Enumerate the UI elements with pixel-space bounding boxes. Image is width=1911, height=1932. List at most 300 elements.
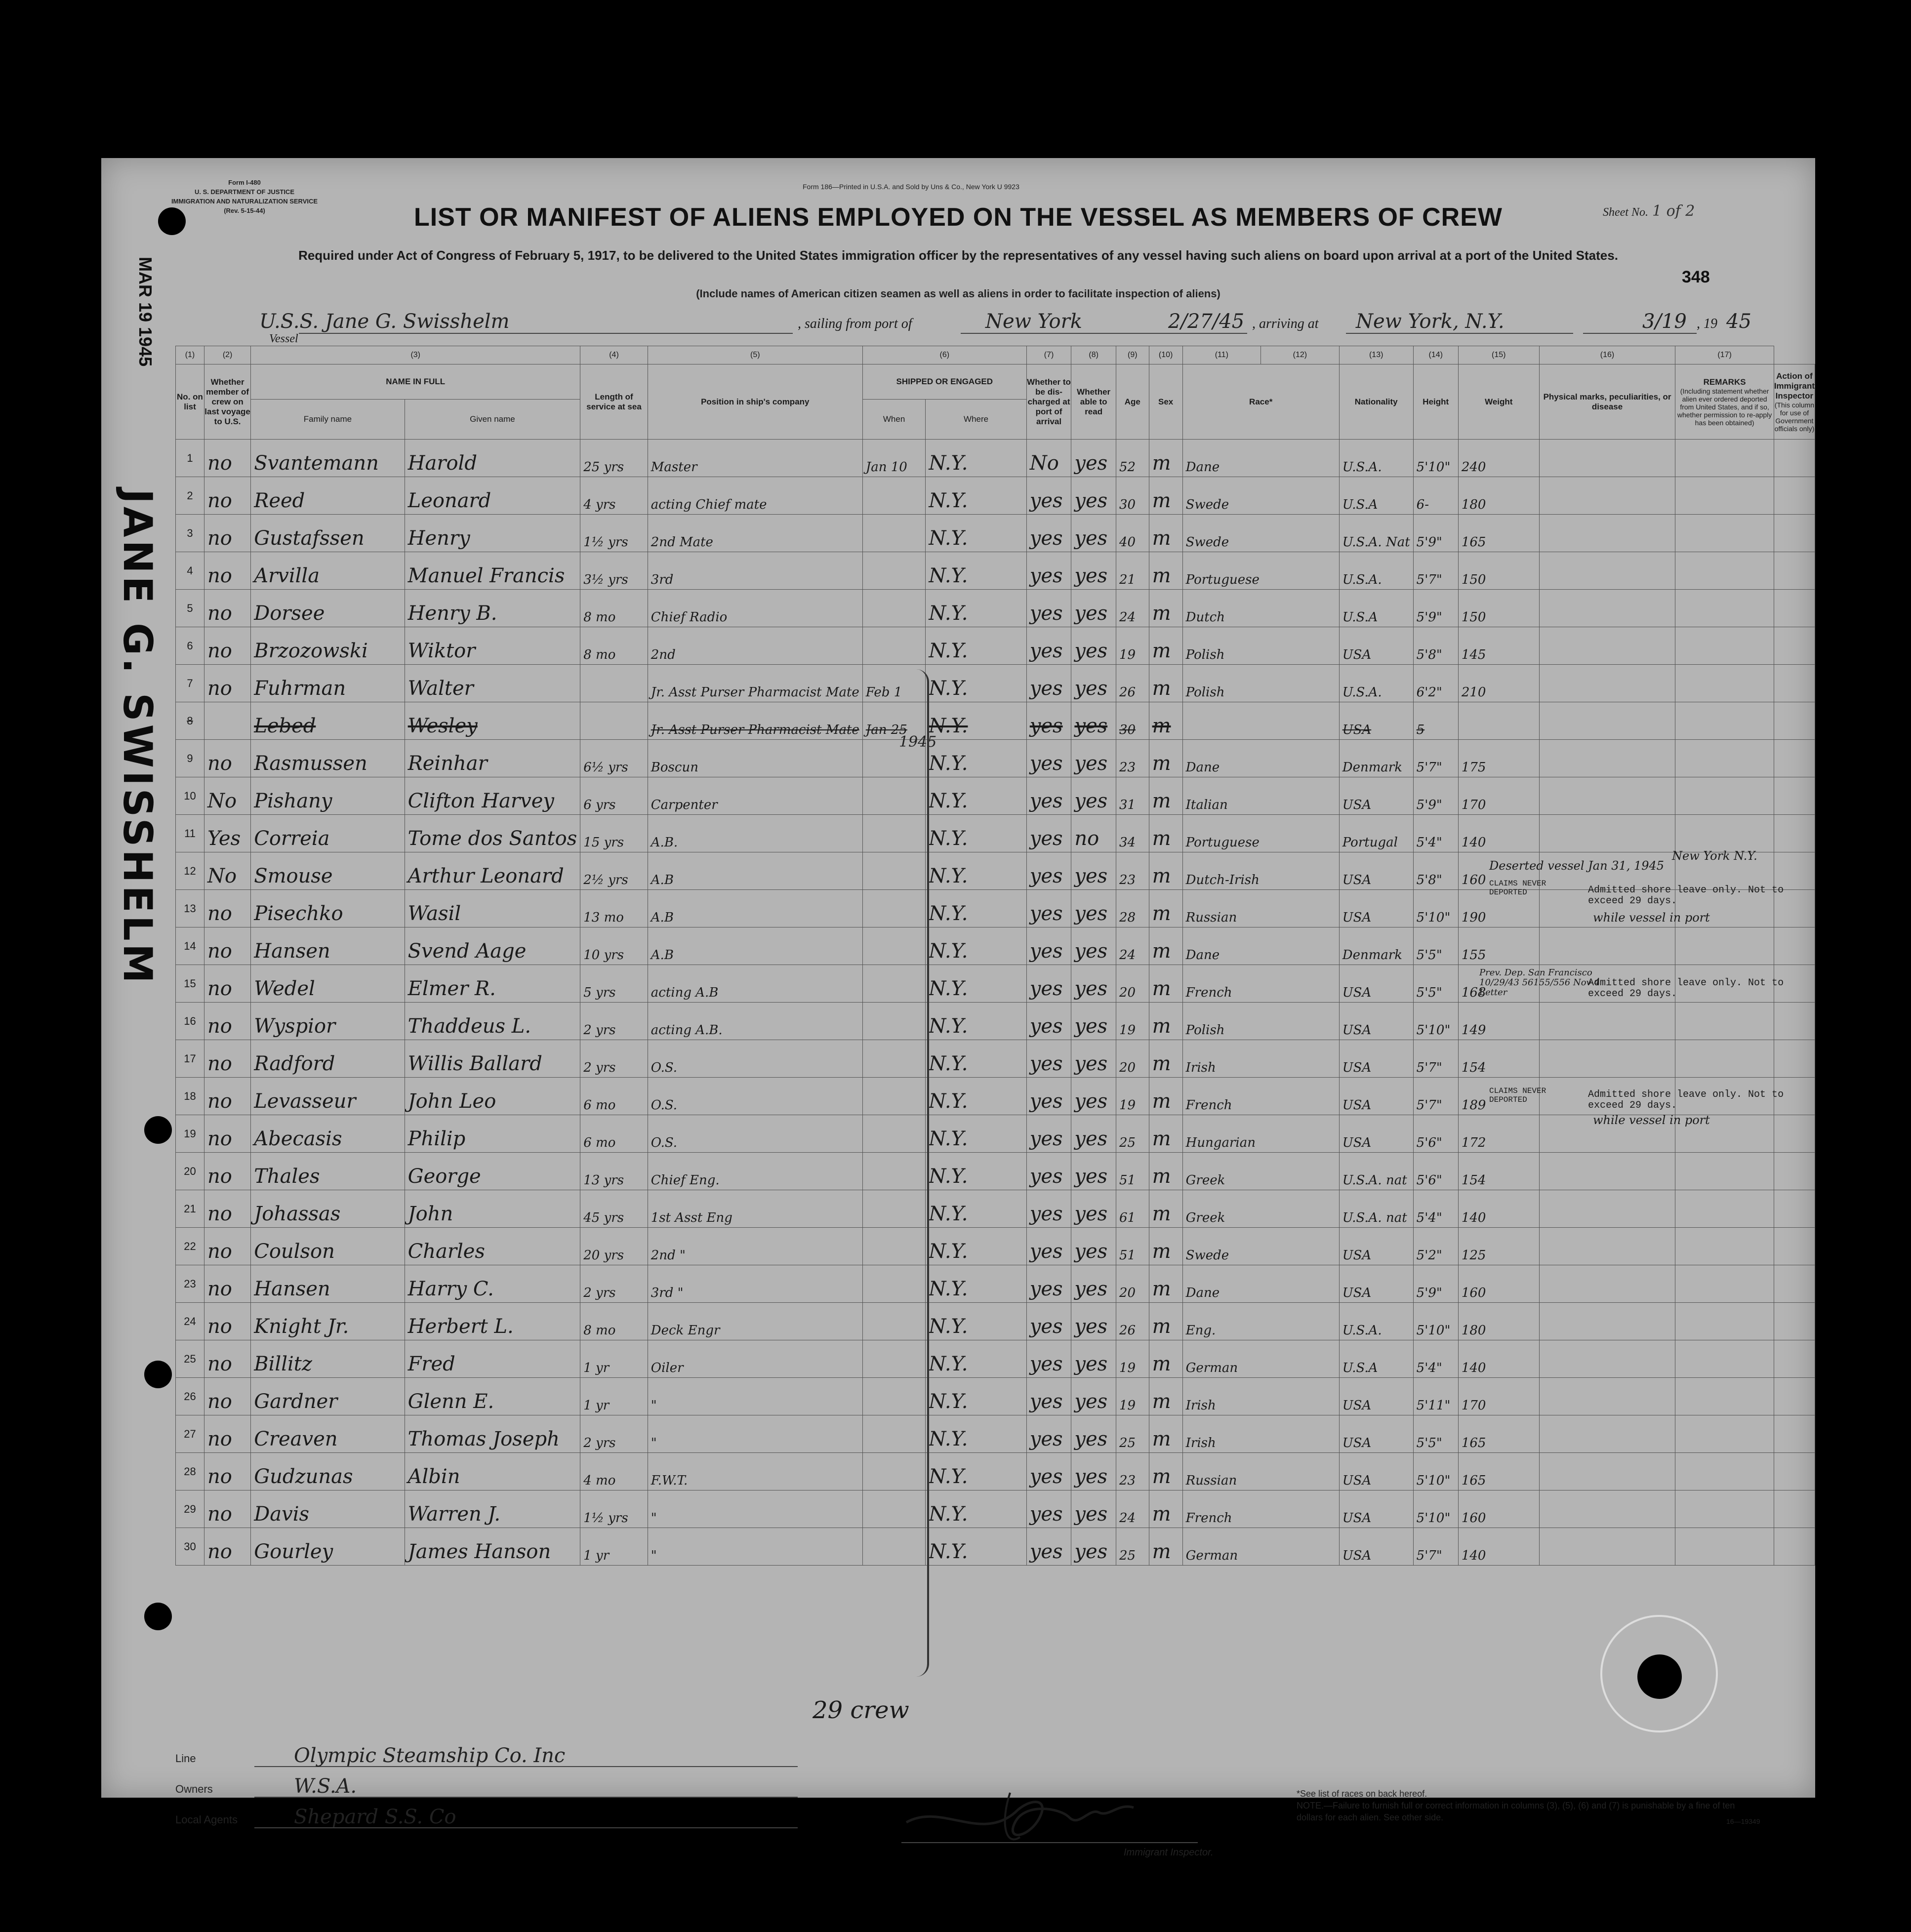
cell-read: yes (1071, 852, 1116, 890)
cell-given: Wasil (405, 890, 580, 927)
remark-row14-hw: while vessel in port (1593, 1113, 1710, 1127)
cell-when (862, 627, 926, 665)
cell-read: yes (1071, 702, 1116, 740)
form-code: 16—19349 (1726, 1817, 1760, 1825)
arrival-date: 3/19 (1642, 310, 1687, 333)
table-row (176, 477, 1815, 515)
cell-weight: 155 (1458, 927, 1539, 965)
cell-member: no (204, 1115, 250, 1153)
cell-service: 2 yrs (580, 1415, 648, 1453)
cell-family: Abecasis (251, 1115, 405, 1153)
cell-disch: yes (1026, 927, 1071, 965)
cell-sex: m (1149, 1003, 1182, 1040)
cell-where: N.Y. (926, 477, 1026, 515)
cell-service (580, 665, 648, 702)
cell-member: no (204, 1228, 250, 1265)
cell-sex: m (1149, 852, 1182, 890)
header-physical: Physical marks, peculiarities, or disease (1539, 364, 1675, 440)
cell-age: 30 (1116, 702, 1149, 740)
cell-weight: 180 (1458, 1303, 1539, 1340)
cell-position: O.S. (648, 1078, 862, 1115)
cell-remark (1675, 702, 1774, 740)
cell-n: 13 (176, 890, 204, 927)
cell-where: N.Y. (926, 1378, 1026, 1415)
cell-height: 5 (1413, 702, 1458, 740)
cell-position: F.W.T. (648, 1453, 862, 1490)
cell-weight: 165 (1458, 515, 1539, 552)
cell-phys (1539, 815, 1675, 852)
cell-age: 51 (1116, 1153, 1149, 1190)
table-row (176, 1040, 1815, 1078)
cell-age: 34 (1116, 815, 1149, 852)
cell-phys (1539, 1040, 1675, 1078)
cell-member: no (204, 1378, 250, 1415)
cell-where: N.Y. (926, 590, 1026, 627)
cell-height: 5'5" (1413, 1415, 1458, 1453)
cell-action (1774, 1340, 1815, 1378)
cell-position: acting A.B. (648, 1003, 862, 1040)
column-header-row-1 (176, 364, 1815, 400)
cell-service: 2½ yrs (580, 852, 648, 890)
cell-phys (1539, 1190, 1675, 1228)
cell-given: Clifton Harvey (405, 777, 580, 815)
cell-race: Hungarian (1182, 1115, 1339, 1153)
cell-race: French (1182, 1490, 1339, 1528)
cell-race: Irish (1182, 1040, 1339, 1078)
cell-disch: yes (1026, 965, 1071, 1003)
cell-family: Lebed (251, 702, 405, 740)
cell-action (1774, 1115, 1815, 1153)
cell-n: 9 (176, 740, 204, 777)
cell-sex: m (1149, 1453, 1182, 1490)
cell-race: French (1182, 1078, 1339, 1115)
cell-read: yes (1071, 1490, 1116, 1528)
cell-family: Smouse (251, 852, 405, 890)
cell-age: 24 (1116, 927, 1149, 965)
cell-nat: U.S.A. nat (1339, 1153, 1413, 1190)
cell-position: acting Chief mate (648, 477, 862, 515)
cell-height: 5'9" (1413, 590, 1458, 627)
cell-sex: m (1149, 1115, 1182, 1153)
cell-service: 13 yrs (580, 1153, 648, 1190)
cell-phys (1539, 1415, 1675, 1453)
cell-age: 24 (1116, 590, 1149, 627)
cell-member: no (204, 440, 250, 477)
cell-disch: yes (1026, 627, 1071, 665)
cell-race: Portuguese (1182, 815, 1339, 852)
cell-position: " (648, 1378, 862, 1415)
cell-nat: Portugal (1339, 815, 1413, 852)
cell-service: 8 mo (580, 590, 648, 627)
cell-given: Tome dos Santos (405, 815, 580, 852)
cell-read: yes (1071, 927, 1116, 965)
binder-hole (144, 1361, 172, 1388)
table-row (176, 740, 1815, 777)
cell-disch: yes (1026, 1528, 1071, 1566)
cell-weight: 160 (1458, 1490, 1539, 1528)
cell-age: 24 (1116, 1490, 1149, 1528)
cell-where: N.Y. (926, 1190, 1026, 1228)
cell-action (1774, 1415, 1815, 1453)
header-whether-member: Whether member of crew on last voyage to U.S. (204, 364, 250, 440)
cell-given: Elmer R. (405, 965, 580, 1003)
cell-service: 6 mo (580, 1115, 648, 1153)
cell-sex: m (1149, 1040, 1182, 1078)
cell-position: A.B (648, 927, 862, 965)
cell-disch: yes (1026, 815, 1071, 852)
cell-nat: USA (1339, 1040, 1413, 1078)
cell-read: yes (1071, 1378, 1116, 1415)
header-nationality: Nationality (1339, 364, 1413, 440)
cell-when (862, 552, 926, 590)
cell-service: 2 yrs (580, 1265, 648, 1303)
cell-action (1774, 1378, 1815, 1415)
cell-position: Oiler (648, 1340, 862, 1378)
cell-nat: USA (1339, 1003, 1413, 1040)
cell-disch: yes (1026, 665, 1071, 702)
cell-sex: m (1149, 1153, 1182, 1190)
cell-family: Gudzunas (251, 1453, 405, 1490)
cell-race: Irish (1182, 1415, 1339, 1453)
cell-race: Polish (1182, 665, 1339, 702)
cell-action (1774, 552, 1815, 590)
cell-position: Chief Eng. (648, 1153, 862, 1190)
cell-age: 19 (1116, 627, 1149, 665)
cell-position: 2nd Mate (648, 515, 862, 552)
cell-remark (1675, 552, 1774, 590)
table-row (176, 627, 1815, 665)
cell-sex: m (1149, 815, 1182, 852)
cell-n: 8 (176, 702, 204, 740)
cell-where: N.Y. (926, 852, 1026, 890)
cell-age: 20 (1116, 1265, 1149, 1303)
cell-sex: m (1149, 927, 1182, 965)
sailing-port-underline (961, 332, 1247, 334)
cell-nat: USA (1339, 1078, 1413, 1115)
cell-n: 1 (176, 440, 204, 477)
header-able-read: Whether able to read (1071, 364, 1116, 440)
printer-line: Form 186—Printed in U.S.A. and Sold by Uns & Co., New York U 9923 (803, 183, 1019, 191)
cell-family: Reed (251, 477, 405, 515)
cell-family: Davis (251, 1490, 405, 1528)
receipt-stamp (115, 257, 161, 998)
cell-disch: yes (1026, 740, 1071, 777)
cell-read: yes (1071, 515, 1116, 552)
cell-height: 5'4" (1413, 1340, 1458, 1378)
cell-height: 5'5" (1413, 927, 1458, 965)
cell-n: 3 (176, 515, 204, 552)
cell-race: Dane (1182, 927, 1339, 965)
cell-member: no (204, 1340, 250, 1378)
cell-given: Harold (405, 440, 580, 477)
cell-where: N.Y. (926, 1415, 1026, 1453)
header-age: Age (1116, 364, 1149, 440)
inspection-seal (1600, 1615, 1718, 1732)
cell-service: 10 yrs (580, 927, 648, 965)
cell-family: Billitz (251, 1340, 405, 1378)
cell-position: Jr. Asst Purser Pharmacist Mate (648, 665, 862, 702)
cell-where: N.Y. (926, 1078, 1026, 1115)
cell-member: no (204, 740, 250, 777)
cell-service: 3½ yrs (580, 552, 648, 590)
cell-age: 28 (1116, 890, 1149, 927)
cell-read: yes (1071, 1415, 1116, 1453)
cell-remark (1675, 1528, 1774, 1566)
remark-row11-prev-dep: Prev. Dep. San Francisco 10/29/43 56155/556 Nov 4 Letter (1479, 967, 1600, 998)
cell-height: 5'2" (1413, 1228, 1458, 1265)
cell-where: N.Y. (926, 927, 1026, 965)
cell-nat: USA (1339, 890, 1413, 927)
cell-service: 1½ yrs (580, 1490, 648, 1528)
cell-read: yes (1071, 627, 1116, 665)
cell-nat: USA (1339, 965, 1413, 1003)
sheet-number: Sheet No. 1 of 2 (1603, 202, 1695, 220)
table-row (176, 1490, 1815, 1528)
cell-weight: 190 (1458, 890, 1539, 927)
cell-phys (1539, 1153, 1675, 1190)
cell-race: Dutch (1182, 590, 1339, 627)
cell-weight: 180 (1458, 477, 1539, 515)
cell-service: 2 yrs (580, 1003, 648, 1040)
cell-service: 13 mo (580, 890, 648, 927)
cell-nat: USA (1339, 777, 1413, 815)
cell-age: 51 (1116, 1228, 1149, 1265)
cell-position: " (648, 1415, 862, 1453)
cell-family: Svantemann (251, 440, 405, 477)
cell-n: 24 (176, 1303, 204, 1340)
cell-family: Gourley (251, 1528, 405, 1566)
cell-action (1774, 702, 1815, 740)
cell-sex: m (1149, 890, 1182, 927)
cell-read: yes (1071, 1303, 1116, 1340)
cell-family: Gustafssen (251, 515, 405, 552)
cell-race: Russian (1182, 1453, 1339, 1490)
cell-race: French (1182, 965, 1339, 1003)
cell-read: yes (1071, 477, 1116, 515)
cell-age: 19 (1116, 1340, 1149, 1378)
remark-row9-claims: CLAIMS NEVER DEPORTED (1489, 879, 1546, 897)
cell-member: no (204, 552, 250, 590)
cell-nat: USA (1339, 852, 1413, 890)
cell-when (862, 477, 926, 515)
cell-disch: yes (1026, 1040, 1071, 1078)
cell-family: Levasseur (251, 1078, 405, 1115)
stamp-vessel-name: JANE G. SWISSHELM (115, 489, 161, 986)
cell-sex: m (1149, 1078, 1182, 1115)
cell-action (1774, 440, 1815, 477)
cell-height: 5'10" (1413, 1453, 1458, 1490)
table-row (176, 815, 1815, 852)
cell-phys (1539, 477, 1675, 515)
cell-member: no (204, 515, 250, 552)
cell-read: yes (1071, 1190, 1116, 1228)
vessel-name: U.S.S. Jane G. Swisshelm (259, 310, 510, 333)
cell-sex: m (1149, 965, 1182, 1003)
header-family-name: Family name (251, 400, 405, 440)
cell-race: German (1182, 1528, 1339, 1566)
cell-where: N.Y. (926, 1265, 1026, 1303)
cell-service: 6 mo (580, 1078, 648, 1115)
cell-action (1774, 1190, 1815, 1228)
cell-height: 5'11" (1413, 1378, 1458, 1415)
cell-given: Henry (405, 515, 580, 552)
cell-race: Swede (1182, 1228, 1339, 1265)
cell-when: Feb 1 (862, 665, 926, 702)
cell-weight: 149 (1458, 1003, 1539, 1040)
cell-weight: 160 (1458, 1265, 1539, 1303)
cell-n: 12 (176, 852, 204, 890)
table-row (176, 1115, 1815, 1153)
cell-member: no (204, 1303, 250, 1340)
table-row (176, 927, 1815, 965)
cell-position: Deck Engr (648, 1303, 862, 1340)
cell-family: Wedel (251, 965, 405, 1003)
cell-weight: 145 (1458, 627, 1539, 665)
cell-position: O.S. (648, 1115, 862, 1153)
cell-weight: 140 (1458, 1528, 1539, 1566)
table-row (176, 515, 1815, 552)
crew-rows (176, 440, 1815, 1566)
cell-family: Thales (251, 1153, 405, 1190)
cell-service: 15 yrs (580, 815, 648, 852)
header-shipped-engaged: SHIPPED OR ENGAGED (862, 364, 1026, 400)
cell-family: Arvilla (251, 552, 405, 590)
cell-race: Dane (1182, 1265, 1339, 1303)
cell-service: 1 yr (580, 1528, 648, 1566)
cell-sex: m (1149, 740, 1182, 777)
cell-sex: m (1149, 1415, 1182, 1453)
cell-race: Dane (1182, 740, 1339, 777)
cell-height: 5'7" (1413, 1078, 1458, 1115)
cell-remark (1675, 927, 1774, 965)
cell-disch: yes (1026, 590, 1071, 627)
cell-disch: yes (1026, 1340, 1071, 1378)
cell-nat: U.S.A. (1339, 665, 1413, 702)
cell-nat: U.S.A (1339, 1340, 1413, 1378)
cell-where: N.Y. (926, 1303, 1026, 1340)
sailing-date: 2/27/45 (1168, 310, 1245, 333)
cell-age: 19 (1116, 1378, 1149, 1415)
header-sex: Sex (1149, 364, 1182, 440)
cell-read: yes (1071, 1153, 1116, 1190)
cell-member: no (204, 1190, 250, 1228)
table-row (176, 1340, 1815, 1378)
cell-where: N.Y. (926, 515, 1026, 552)
cell-service: 1 yr (580, 1340, 648, 1378)
table-row (176, 702, 1815, 740)
cell-nat: U.S.A. (1339, 440, 1413, 477)
cell-age: 23 (1116, 852, 1149, 890)
cell-remark (1675, 515, 1774, 552)
cell-weight: 172 (1458, 1115, 1539, 1153)
cell-position: 2nd (648, 627, 862, 665)
cell-family: Dorsee (251, 590, 405, 627)
header-given-name: Given name (405, 400, 580, 440)
cell-n: 21 (176, 1190, 204, 1228)
cell-family: Gardner (251, 1378, 405, 1415)
cell-age: 19 (1116, 1003, 1149, 1040)
cell-where: N.Y. (926, 777, 1026, 815)
cell-service: 6½ yrs (580, 740, 648, 777)
cell-given: Glenn E. (405, 1378, 580, 1415)
cell-disch: yes (1026, 477, 1071, 515)
table-row (176, 1453, 1815, 1490)
cell-service: 5 yrs (580, 965, 648, 1003)
cell-read: yes (1071, 1078, 1116, 1115)
cell-service: 8 mo (580, 627, 648, 665)
cell-where: N.Y. (926, 440, 1026, 477)
cell-sex: m (1149, 515, 1182, 552)
cell-race: Greek (1182, 1190, 1339, 1228)
cell-nat: USA (1339, 1378, 1413, 1415)
cell-remark (1675, 740, 1774, 777)
cell-given: Wiktor (405, 627, 580, 665)
cell-given: Philip (405, 1115, 580, 1153)
cell-disch: yes (1026, 1265, 1071, 1303)
cell-age: 26 (1116, 1303, 1149, 1340)
cell-phys (1539, 1378, 1675, 1415)
cell-n: 16 (176, 1003, 204, 1040)
column-number-row: (1) (2) (3) (4) (5) (6) (7) (8) (9) (10) (11) (12) (13) (14) (15) (16) (17) (176, 346, 1815, 364)
cell-disch: yes (1026, 1490, 1071, 1528)
cell-weight: 150 (1458, 552, 1539, 590)
cell-sex: m (1149, 590, 1182, 627)
cell-disch: yes (1026, 1153, 1071, 1190)
cell-disch: No (1026, 440, 1071, 477)
header-name-in-full: NAME IN FULL (251, 364, 580, 400)
cell-action (1774, 515, 1815, 552)
cell-read: yes (1071, 1528, 1116, 1566)
cell-read: yes (1071, 1115, 1116, 1153)
cell-n: 25 (176, 1340, 204, 1378)
cell-phys (1539, 515, 1675, 552)
cell-service: 6 yrs (580, 777, 648, 815)
cell-read: yes (1071, 1453, 1116, 1490)
cell-height: 5'8" (1413, 852, 1458, 890)
cell-weight: 210 (1458, 665, 1539, 702)
cell-position: A.B (648, 852, 862, 890)
action-row8: New York N.Y. (1672, 849, 1757, 863)
cell-race: Russian (1182, 890, 1339, 927)
cell-sex: m (1149, 1340, 1182, 1378)
cell-when (862, 515, 926, 552)
cell-weight: 165 (1458, 1453, 1539, 1490)
cell-member: no (204, 1490, 250, 1528)
cell-service: 1½ yrs (580, 515, 648, 552)
header-height: Height (1413, 364, 1458, 440)
cell-nat: USA (1339, 1228, 1413, 1265)
cell-position: acting A.B (648, 965, 862, 1003)
cell-remark (1675, 665, 1774, 702)
cell-action (1774, 1003, 1815, 1040)
cell-sex: m (1149, 1378, 1182, 1415)
cell-weight: 125 (1458, 1228, 1539, 1265)
cell-position: Boscun (648, 740, 862, 777)
cell-height: 5'9" (1413, 1265, 1458, 1303)
page-number: 348 (1682, 268, 1710, 286)
cell-member: no (204, 477, 250, 515)
cell-race: German (1182, 1340, 1339, 1378)
vessel-name-underline (299, 332, 793, 334)
crew-total: 29 crew (813, 1696, 909, 1724)
cell-read: yes (1071, 740, 1116, 777)
cell-sex: m (1149, 702, 1182, 740)
cell-height: 5'9" (1413, 515, 1458, 552)
cell-read: yes (1071, 1265, 1116, 1303)
form-identifier: Form I-480 U. S. DEPARTMENT OF JUSTICE IMMIGRATION AND NATURALIZATION SERVICE (Rev. 5-15-44) (171, 179, 318, 214)
arriving-port-underline (1346, 332, 1573, 334)
cell-nat: U.S.A. (1339, 1303, 1413, 1340)
